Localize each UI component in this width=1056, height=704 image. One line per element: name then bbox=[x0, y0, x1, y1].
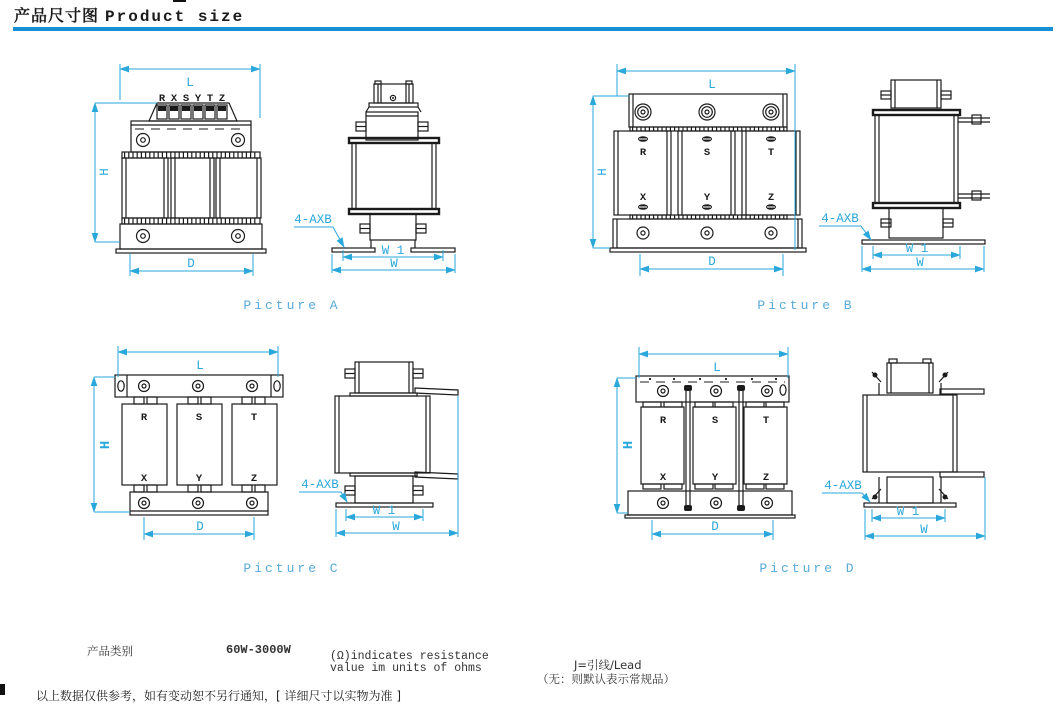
dim-label-d: D bbox=[711, 520, 719, 534]
axb-label: 4-AXB bbox=[821, 212, 859, 226]
dim-label-h: H bbox=[98, 168, 112, 176]
coil-label-s: S bbox=[195, 412, 203, 424]
coil-label-x: X bbox=[659, 472, 667, 484]
coil-label-z: Z bbox=[250, 473, 258, 485]
coil-label-y: Y bbox=[703, 192, 711, 204]
dim-label-h: H bbox=[98, 440, 114, 450]
lead-note: J=引线/Lead bbox=[574, 658, 642, 672]
dim-label-d: D bbox=[187, 257, 195, 271]
terminal-label-s: S bbox=[182, 93, 190, 105]
picture-a-front-view bbox=[95, 64, 266, 276]
dim-label-w: W bbox=[916, 256, 924, 270]
picture-b-front-view bbox=[593, 64, 806, 276]
terminal-label-x: X bbox=[170, 93, 178, 105]
dim-label-l: L bbox=[186, 76, 194, 90]
coil-label-y: Y bbox=[711, 472, 719, 484]
top-bar-screws bbox=[635, 104, 779, 120]
coil-label-z: Z bbox=[767, 192, 775, 204]
page-title-en: Product size bbox=[105, 8, 245, 26]
dim-label-w: W bbox=[920, 523, 928, 537]
caption-picture-c: Picture C bbox=[243, 561, 341, 576]
coil-label-s: S bbox=[703, 147, 711, 159]
dim-label-w1: W 1 bbox=[381, 244, 405, 258]
dim-label-w1: W 1 bbox=[372, 504, 396, 518]
resistance-note-line1: (Ω)indicates resistance bbox=[330, 650, 489, 663]
picture-c-front-view bbox=[94, 346, 283, 540]
axb-label: 4-AXB bbox=[824, 479, 862, 493]
dim-label-l: L bbox=[196, 359, 204, 373]
terminal-label-t: T bbox=[206, 93, 214, 105]
dim-label-h: H bbox=[621, 440, 637, 450]
category-label: 产品类别 bbox=[87, 644, 133, 658]
coil-label-t: T bbox=[250, 412, 258, 424]
dim-label-w1: W 1 bbox=[896, 505, 920, 519]
picture-c-side-view bbox=[299, 362, 458, 537]
coil-label-s: S bbox=[711, 415, 719, 427]
power-range: 60W-3000W bbox=[226, 643, 291, 657]
resistance-note-line2: value im units of ohms bbox=[330, 662, 482, 675]
dim-label-h: H bbox=[596, 168, 610, 176]
terminal-strip bbox=[157, 105, 227, 119]
coil-label-x: X bbox=[639, 192, 647, 204]
dim-label-l: L bbox=[708, 78, 716, 92]
picture-b-side-view bbox=[819, 80, 990, 272]
axb-label: 4-AXB bbox=[294, 213, 332, 227]
bottom-left-artifact bbox=[0, 684, 5, 695]
terminal-label-z: Z bbox=[218, 93, 226, 105]
caption-picture-a: Picture A bbox=[243, 298, 341, 313]
dim-label-d: D bbox=[708, 255, 716, 269]
dim-label-w: W bbox=[392, 520, 400, 534]
picture-d-side-view bbox=[822, 359, 985, 540]
page-title-zh: 产品尺寸图 bbox=[14, 6, 100, 25]
picture-d-front-view bbox=[617, 347, 795, 540]
dim-label-w: W bbox=[390, 257, 398, 271]
coil-label-t: T bbox=[767, 147, 775, 159]
coil-label-t: T bbox=[762, 415, 770, 427]
terminal-label-y: Y bbox=[194, 93, 202, 105]
dim-label-d: D bbox=[196, 520, 204, 534]
coil-label-y: Y bbox=[195, 473, 203, 485]
default-note: （无：则默认表示常规品） bbox=[537, 672, 675, 686]
disclaimer-cutoff: 以上数据仅供参考，如有变动恕不另行通知，[ 详细尺寸以实物为准 ] bbox=[36, 689, 401, 703]
dim-label-l: L bbox=[713, 361, 721, 375]
picture-a-side-view bbox=[294, 81, 455, 273]
axb-label: 4-AXB bbox=[301, 478, 339, 492]
coil-label-r: R bbox=[639, 147, 647, 159]
coil-label-r: R bbox=[659, 415, 667, 427]
caption-picture-b: Picture B bbox=[757, 298, 855, 313]
coil-label-r: R bbox=[140, 412, 148, 424]
caption-picture-d: Picture D bbox=[759, 561, 857, 576]
terminal-label-r: R bbox=[158, 93, 166, 105]
coil-label-x: X bbox=[140, 473, 148, 485]
coil-label-z: Z bbox=[762, 472, 770, 484]
dim-label-w1: W 1 bbox=[905, 242, 929, 256]
